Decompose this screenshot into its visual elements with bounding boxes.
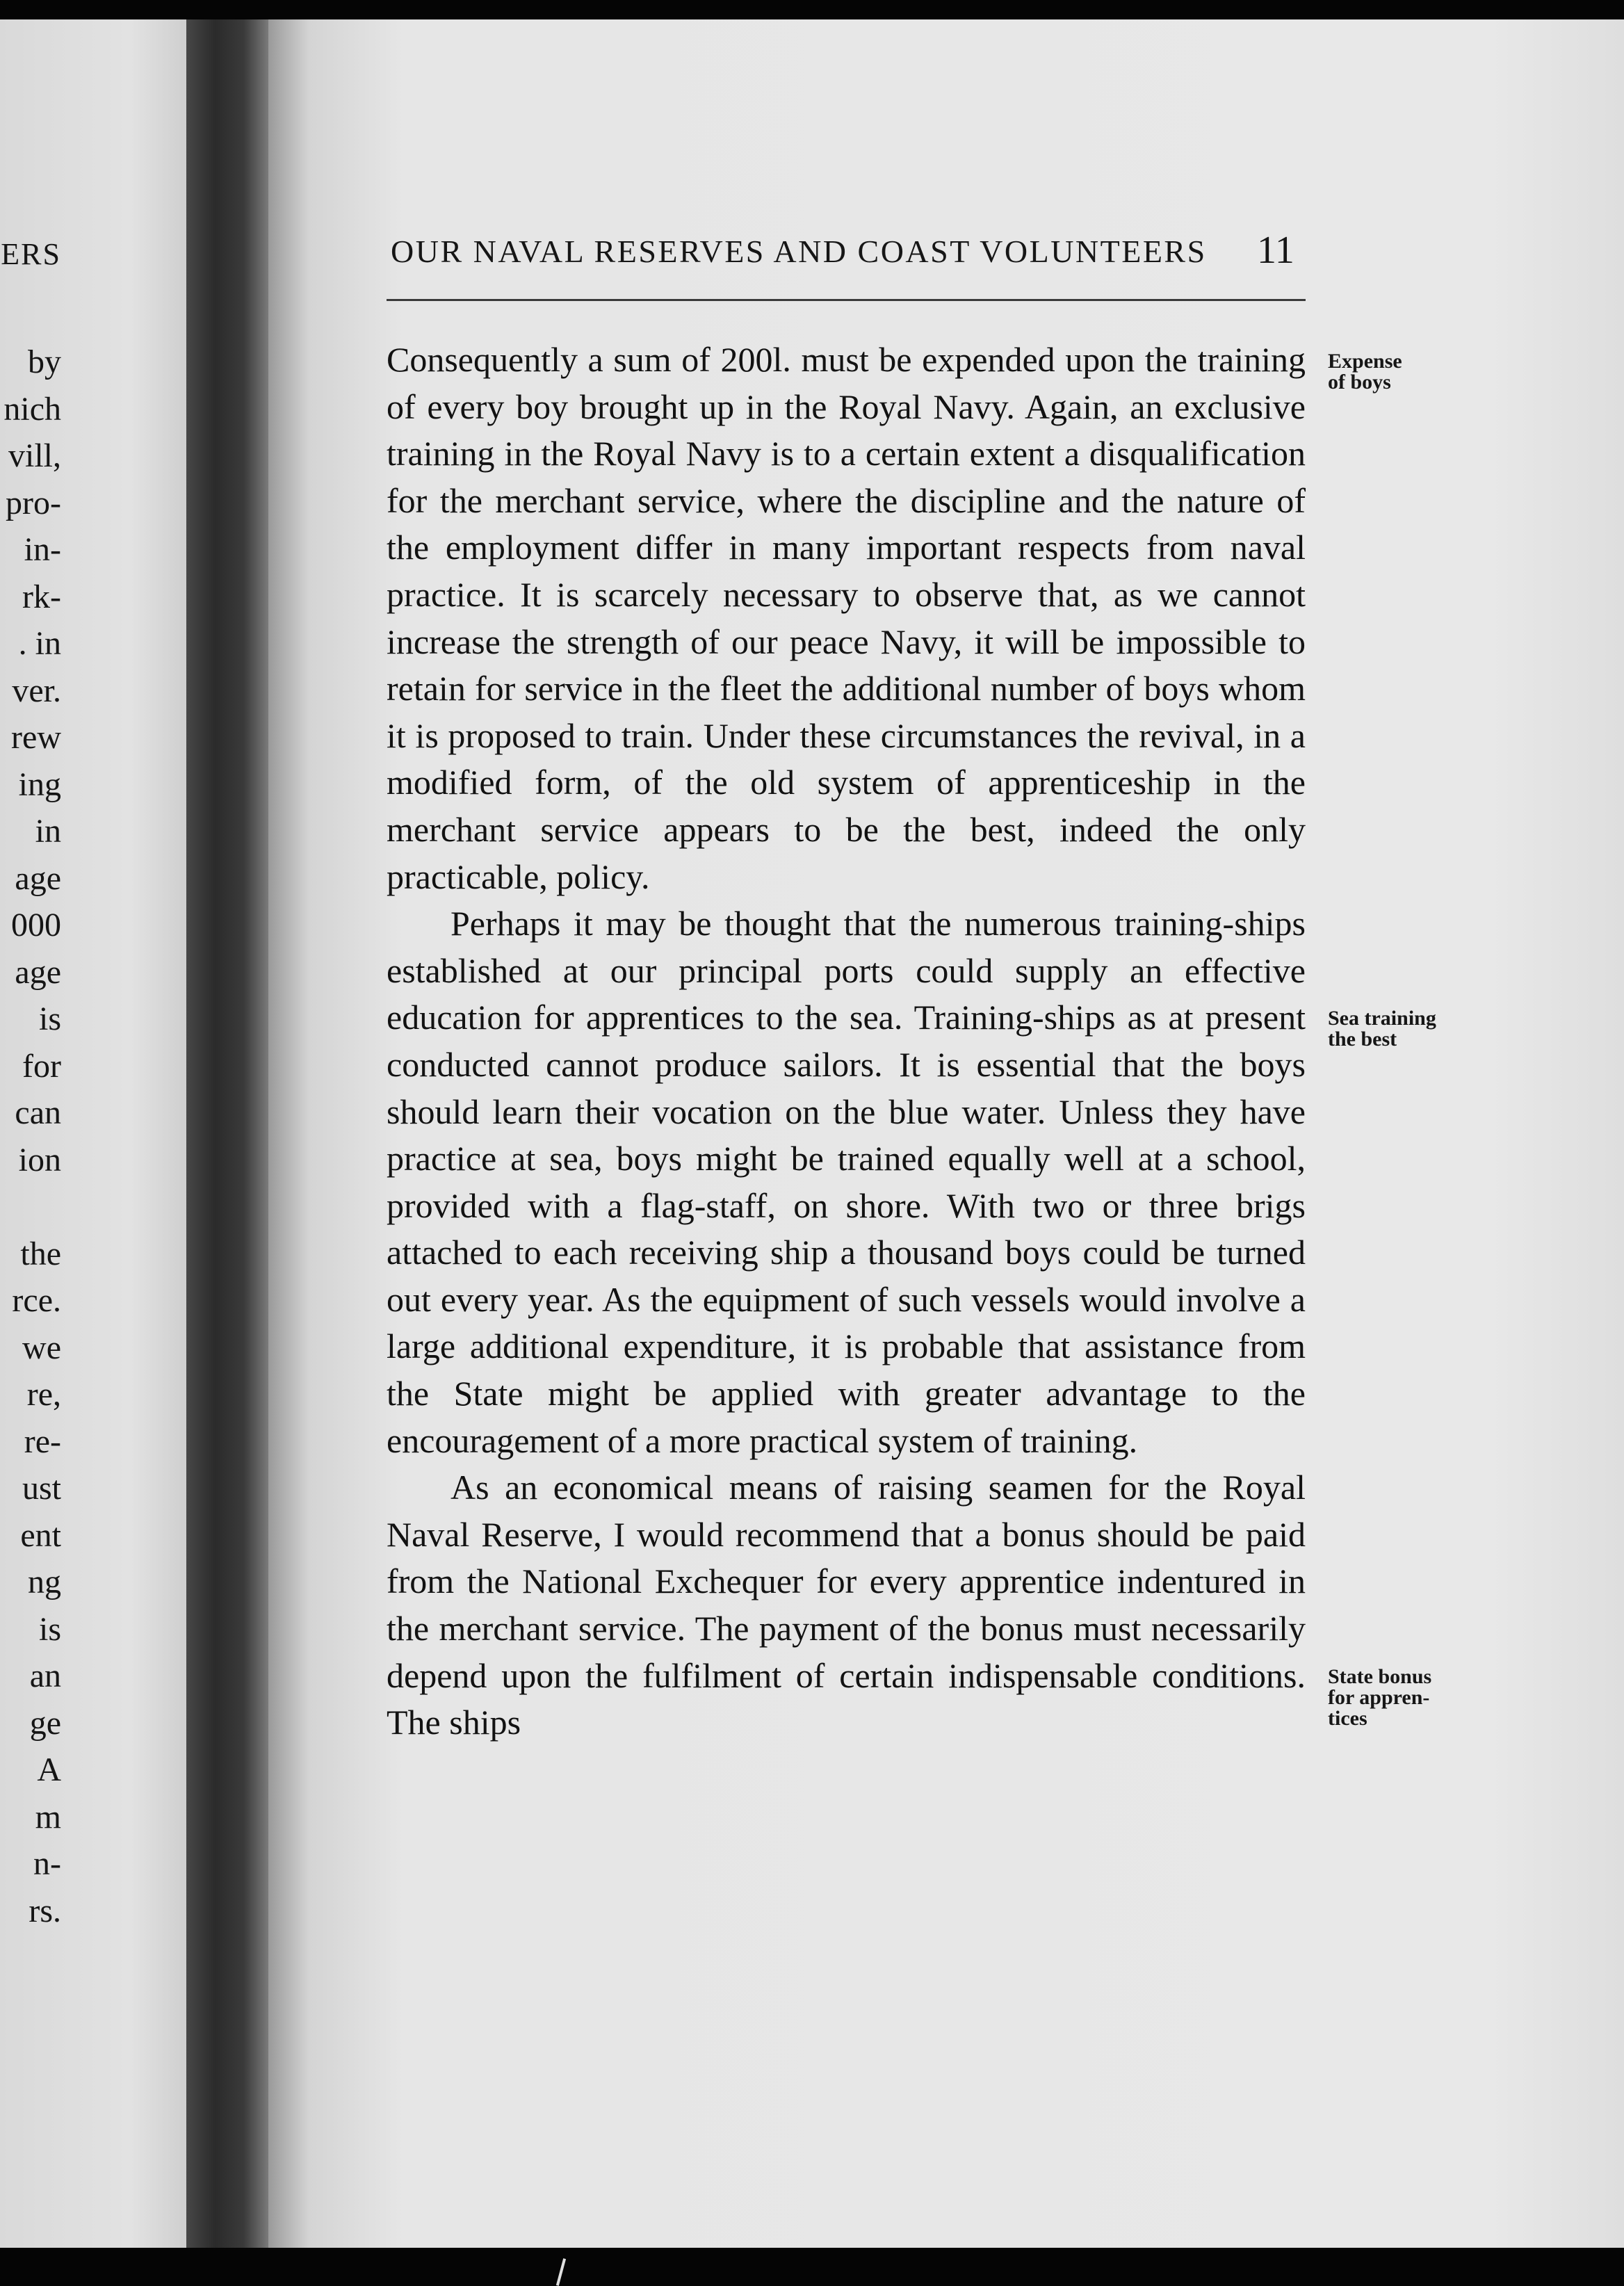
left-page-fragment: age (15, 953, 61, 991)
left-page-header-fragment: ERS (1, 237, 61, 271)
margin-note-expense-of-boys (1328, 351, 1488, 393)
left-page-fragment: in- (24, 531, 61, 568)
left-page-fragment: we (22, 1329, 61, 1366)
left-page-fragment: is (38, 1610, 61, 1648)
left-page-fragment: by (28, 343, 61, 380)
left-page-fragment: ust (22, 1470, 61, 1507)
book-gutter-shadow (186, 19, 268, 2248)
left-page-fragment: ng (28, 1564, 61, 1600)
left-page-fragment: re, (26, 1376, 61, 1413)
body-text (387, 337, 1306, 1746)
left-page-fragment: rk- (22, 578, 61, 615)
left-page-fragment: rce. (12, 1282, 61, 1319)
margin-note-line: of boys (1328, 371, 1391, 394)
left-page-fragment: age (15, 859, 61, 897)
left-page-fragment: can (15, 1094, 61, 1131)
page-number: 11 (1257, 229, 1294, 272)
left-page-fragment: is (38, 1000, 61, 1037)
paragraph-1: Consequently a sum of 200l. must be expended upon the training of every boy brought up in the Royal Navy. Again, an exclusive training in the Royal Navy is to a certain extent a disqualification for the merchant service, where the discipline and the nature of the employment differ in many important respects from naval practice. It is scarcely necessary to observe that, as we cannot increase the strength of our peace Navy, it will be impossible to retain for service in the fleet the additional number of boys whom it is proposed to train. Under these circumstances the revival, in a modified form, of the old system of apprenticeship in the merchant service appears to be the best, indeed the only practicable, policy. (387, 340, 1306, 896)
margin-note-line: the best (1328, 1028, 1397, 1051)
left-page-fragment: re- (24, 1422, 61, 1460)
running-head: OUR NAVAL RESERVES AND COAST VOLUNTEERS (391, 234, 1207, 269)
left-page-fragment: . in (18, 625, 61, 662)
left-page-fragment: the (20, 1235, 61, 1272)
left-page-fragment: for (22, 1047, 61, 1085)
left-page-fragment: nich (3, 390, 61, 428)
margin-note-state-bonus (1328, 1667, 1488, 1729)
left-page-fragment: ing (18, 765, 61, 803)
left-page-fragment: in (35, 813, 61, 850)
margin-note-line: Sea training (1328, 1007, 1436, 1030)
scan-bottom-border (0, 2248, 1624, 2286)
paragraph-2: Perhaps it may be thought that the numerous training-ships established at our principal ports could supply an effective education for apprentices to the sea. Training-ships as at present conducted cannot produce sailors. It is essential that the boys should learn their vocation on the blue water. Unless they have practice at sea, boys might be trained equally well at a school, provided with a flag-staff, on shore. With two or three brigs attached to each receiving ship a thousand boys could be turned out every year. As the equipment of such vessels would involve a large additional expenditure, it is probable that assistance from the State might be applied with greater advantage to the encouragement of a more practical system of training. (387, 904, 1306, 1460)
left-page-fragment: an (29, 1657, 61, 1694)
margin-note-line: Expense (1328, 350, 1402, 373)
left-page-fragment: rs. (29, 1892, 61, 1929)
left-page-fragment: ver. (12, 672, 61, 709)
left-page-fragment: n- (33, 1845, 61, 1882)
left-page-fragment (0, 1183, 61, 1231)
margin-note-sea-training (1328, 1008, 1488, 1050)
left-page-fragment: ge (29, 1704, 61, 1742)
margin-note-line: State bonus (1328, 1665, 1432, 1688)
left-page-fragment: pro- (6, 484, 61, 521)
left-page-fragment: A (37, 1751, 61, 1788)
paragraph-3: As an economical means of raising seamen for the Royal Naval Reserve, I would recommend that a bonus should be paid from the National Exchequer for every apprentice indentured in the merchant service. The payment of the bonus must necessarily depend upon the fulfilment of certain indispensable conditions. The ships (387, 1468, 1306, 1742)
left-page-fragment: rew (11, 719, 61, 756)
left-page-fragment: 000 (11, 907, 61, 943)
header-rule (387, 299, 1306, 301)
left-page-line-fragments (0, 339, 61, 1934)
left-page-fragment: m (35, 1798, 61, 1835)
margin-note-line: tices (1328, 1707, 1367, 1730)
left-page-fragment: ent (20, 1516, 61, 1554)
left-page-fragment: ion (18, 1141, 61, 1178)
margin-note-line: for appren- (1328, 1686, 1430, 1709)
left-page-fragment: vill, (8, 437, 61, 474)
